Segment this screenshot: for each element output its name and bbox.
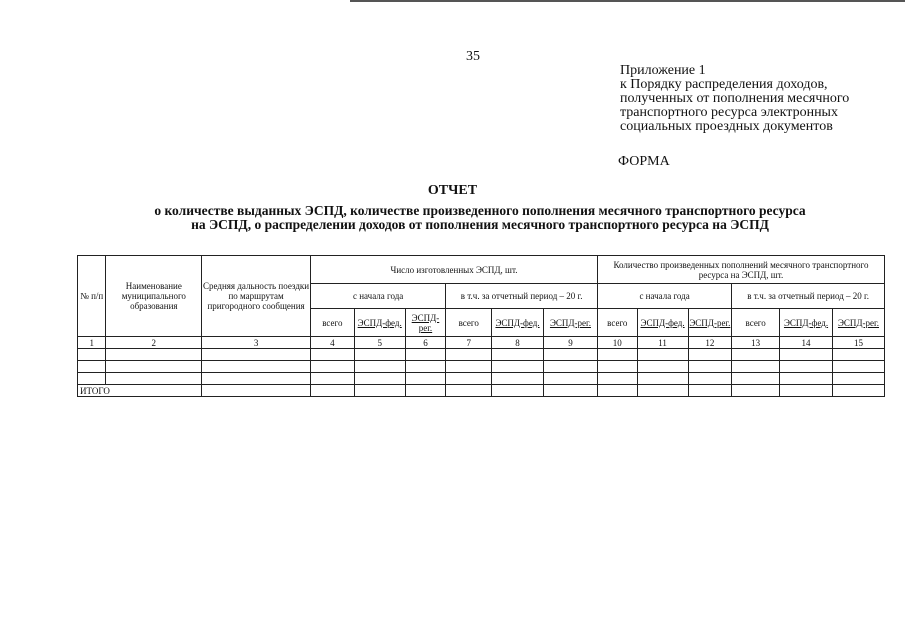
table-cell[interactable] xyxy=(446,349,492,361)
table-cell[interactable] xyxy=(106,373,202,385)
table-cell[interactable] xyxy=(202,373,311,385)
header-since-start: с начала года xyxy=(311,284,446,309)
header-espd-produced: Число изготовленных ЭСПД, шт. xyxy=(311,256,598,284)
table-cell[interactable] xyxy=(780,373,833,385)
column-number: 2 xyxy=(106,337,202,349)
table-cell[interactable] xyxy=(311,361,355,373)
table-cell[interactable] xyxy=(446,361,492,373)
column-number: 5 xyxy=(354,337,405,349)
table-cell[interactable] xyxy=(492,373,544,385)
header-espd-reg: ЭСПД-рег. xyxy=(543,309,597,337)
total-label: ИТОГО xyxy=(78,385,202,397)
header-espd-fed: ЭСПД-фед. xyxy=(780,309,833,337)
table-cell[interactable] xyxy=(543,349,597,361)
header-espd-reg: ЭСПД-рег. xyxy=(832,309,884,337)
header-num: № п/п xyxy=(78,256,106,337)
table-cell[interactable] xyxy=(832,385,884,397)
table-cell[interactable] xyxy=(637,349,688,361)
column-number: 1 xyxy=(78,337,106,349)
table-cell[interactable] xyxy=(688,349,732,361)
table-cell[interactable] xyxy=(202,361,311,373)
table-cell[interactable] xyxy=(78,349,106,361)
table-cell[interactable] xyxy=(688,373,732,385)
column-number: 9 xyxy=(543,337,597,349)
column-number: 8 xyxy=(492,337,544,349)
table-cell[interactable] xyxy=(202,385,311,397)
appendix-line: Приложение 1 xyxy=(620,63,706,78)
table-cell[interactable] xyxy=(78,373,106,385)
column-number: 12 xyxy=(688,337,732,349)
empty-data-row xyxy=(78,349,885,361)
form-label: ФОРМА xyxy=(618,154,670,169)
header-espd-fed: ЭСПД-фед. xyxy=(492,309,544,337)
table-cell[interactable] xyxy=(311,385,355,397)
table-cell[interactable] xyxy=(732,361,780,373)
table-cell[interactable] xyxy=(405,373,446,385)
table-cell[interactable] xyxy=(492,361,544,373)
column-number: 14 xyxy=(780,337,833,349)
table-cell[interactable] xyxy=(78,361,106,373)
table-cell[interactable] xyxy=(832,373,884,385)
table-cell[interactable] xyxy=(405,385,446,397)
table-cell[interactable] xyxy=(780,349,833,361)
table-cell[interactable] xyxy=(446,373,492,385)
report-title: ОТЧЕТ xyxy=(427,183,478,198)
top-border-line xyxy=(350,0,905,2)
total-row xyxy=(78,385,885,397)
header-espd-fed: ЭСПД-фед. xyxy=(637,309,688,337)
appendix-line: социальных проездных документов xyxy=(620,119,833,134)
table-cell[interactable] xyxy=(446,385,492,397)
table-cell[interactable] xyxy=(780,385,833,397)
table-cell[interactable] xyxy=(543,373,597,385)
table-cell[interactable] xyxy=(732,349,780,361)
table-cell[interactable] xyxy=(311,373,355,385)
column-number: 4 xyxy=(311,337,355,349)
column-number-row xyxy=(78,337,885,349)
table-cell[interactable] xyxy=(637,373,688,385)
table-cell[interactable] xyxy=(405,361,446,373)
table-cell[interactable] xyxy=(311,349,355,361)
header-espd-reg: ЭСПД-рег. xyxy=(688,309,732,337)
table-cell[interactable] xyxy=(543,385,597,397)
report-subtitle xyxy=(60,204,900,232)
table-cell[interactable] xyxy=(637,385,688,397)
page-number: 35 xyxy=(466,49,480,64)
header-since-start: с начала года xyxy=(597,284,731,309)
table-cell[interactable] xyxy=(106,361,202,373)
header-espd-reg: ЭСПД-рег. xyxy=(405,309,446,337)
column-number: 3 xyxy=(202,337,311,349)
report-table xyxy=(77,255,885,397)
column-number: 6 xyxy=(405,337,446,349)
table-cell[interactable] xyxy=(354,373,405,385)
header-reporting-period: в т.ч. за отчетный период – 20 г. xyxy=(446,284,598,309)
table-cell[interactable] xyxy=(492,385,544,397)
table-cell[interactable] xyxy=(405,349,446,361)
header-reporting-period: в т.ч. за отчетный период – 20 г. xyxy=(732,284,885,309)
empty-data-row xyxy=(78,373,885,385)
table-cell[interactable] xyxy=(832,361,884,373)
table-cell[interactable] xyxy=(780,361,833,373)
header-espd-fed: ЭСПД-фед. xyxy=(354,309,405,337)
appendix-line: полученных от пополнения месячного xyxy=(620,91,850,106)
header-municipality: Наименование муниципального образования xyxy=(106,256,202,337)
header-total: всего xyxy=(597,309,637,337)
report-subtitle-line: на ЭСПД, о распределении доходов от пополнения месячного транспортного ресурса на ЭСПД xyxy=(191,217,769,232)
table-cell[interactable] xyxy=(354,349,405,361)
header-refills-count: Количество произведенных пополнений месячного транспортного ресурса на ЭСПД, шт. xyxy=(597,256,884,284)
table-cell[interactable] xyxy=(732,385,780,397)
table-cell[interactable] xyxy=(354,385,405,397)
column-number: 10 xyxy=(597,337,637,349)
report-subtitle-line: о количестве выданных ЭСПД, количестве произведенного пополнения месячного транспортного ресурса xyxy=(154,203,806,218)
table-cell[interactable] xyxy=(832,349,884,361)
table-cell[interactable] xyxy=(597,349,637,361)
appendix-header xyxy=(620,64,849,134)
table-cell[interactable] xyxy=(637,361,688,373)
table-cell[interactable] xyxy=(597,373,637,385)
appendix-line: транспортного ресурса электронных xyxy=(620,105,838,120)
table-cell[interactable] xyxy=(543,361,597,373)
empty-data-row xyxy=(78,361,885,373)
header-avg-distance: Средняя дальность поездки по маршрутам пригородного сообщения xyxy=(202,256,311,337)
column-number: 15 xyxy=(832,337,884,349)
column-number: 13 xyxy=(732,337,780,349)
table-cell[interactable] xyxy=(732,373,780,385)
column-number: 7 xyxy=(446,337,492,349)
table-cell[interactable] xyxy=(106,349,202,361)
header-total: всего xyxy=(732,309,780,337)
table-cell[interactable] xyxy=(688,385,732,397)
table-cell[interactable] xyxy=(492,349,544,361)
column-number: 11 xyxy=(637,337,688,349)
header-total: всего xyxy=(311,309,355,337)
appendix-line: к Порядку распределения доходов, xyxy=(620,77,828,92)
table-cell[interactable] xyxy=(354,361,405,373)
table-cell[interactable] xyxy=(597,385,637,397)
header-total: всего xyxy=(446,309,492,337)
table-cell[interactable] xyxy=(688,361,732,373)
table-cell[interactable] xyxy=(202,349,311,361)
table-cell[interactable] xyxy=(597,361,637,373)
